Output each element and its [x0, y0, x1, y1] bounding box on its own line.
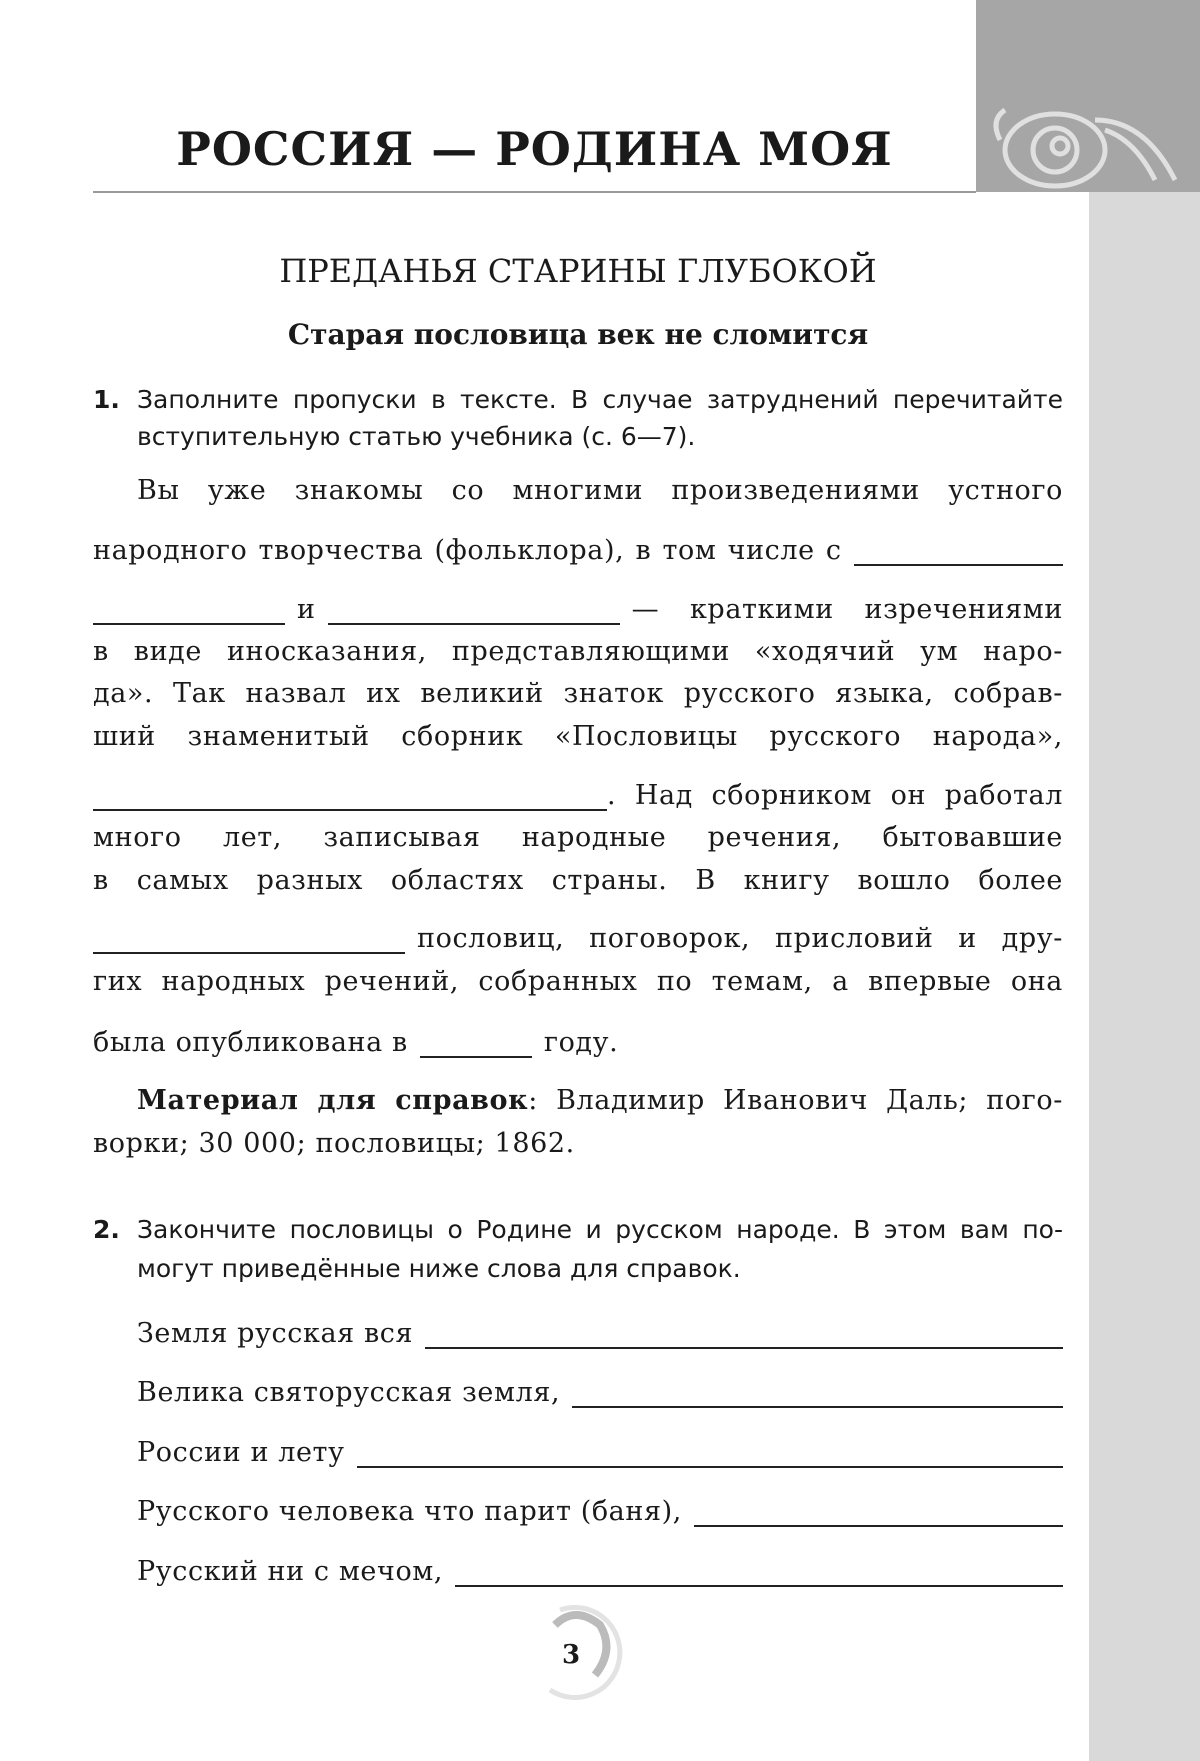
text-line: ший знаменитый сборник «Пословицы русского народа», [93, 721, 1063, 752]
text-line [93, 594, 1063, 625]
reference-text: : Владимир Иванович Даль; пого- [528, 1085, 1063, 1116]
proverb-line [137, 1437, 1063, 1468]
blank-field[interactable] [420, 1032, 532, 1058]
answer-field[interactable] [425, 1323, 1063, 1349]
reference-line [137, 1085, 1063, 1116]
task2-instruction-line: Закончите пословицы о Родине и русском народе. В этом вам по- [137, 1215, 1063, 1244]
answer-field[interactable] [694, 1501, 1063, 1527]
section-subtitle: Старая пословица век не сломится [287, 318, 869, 351]
ornament-icon [985, 100, 1185, 190]
task2-instruction-line: могут приведённые ниже слова для справок. [137, 1254, 741, 1283]
blank-field[interactable] [93, 599, 285, 625]
proverb-line [137, 1496, 1063, 1527]
answer-field[interactable] [572, 1382, 1063, 1408]
text: . Над сборником он работал [607, 780, 1063, 811]
answer-field[interactable] [357, 1442, 1063, 1468]
answer-field[interactable] [455, 1561, 1063, 1587]
task1-instruction-line: вступительную статью учебника (с. 6—7). [137, 422, 696, 451]
page-title: РОССИЯ — РОДИНА МОЯ [176, 122, 893, 176]
blank-field[interactable] [328, 599, 620, 625]
text-line [93, 923, 1063, 954]
text: году. [543, 1027, 619, 1058]
page-number: 3 [562, 1640, 581, 1670]
text: пословиц, поговорок, присловий и дру- [417, 923, 1063, 954]
proverb-start: России и лету [137, 1437, 345, 1468]
proverb-start: Великa святорусская земля, [137, 1377, 561, 1408]
text-line: да». Так назвал их великий знаток русского языка, собрав- [93, 678, 1063, 709]
blank-field[interactable] [854, 540, 1063, 566]
task-number: 2. [93, 1215, 120, 1244]
text-line: в самых разных областях страны. В книгу вошло более [93, 865, 1063, 896]
text-line: много лет, записывая народные речения, бытовавшие [93, 822, 1063, 853]
proverb-start: Земля русская вся [137, 1318, 414, 1349]
reference-line: ворки; 30 000; пословицы; 1862. [93, 1128, 575, 1159]
proverb-line [137, 1377, 1063, 1408]
blank-field[interactable] [93, 928, 405, 954]
task1-instruction-line: Заполните пропуски в тексте. В случае затруднений перечитайте [137, 385, 1063, 414]
proverb-line [137, 1318, 1063, 1349]
reference-label: Материал для справок [137, 1085, 529, 1116]
text: и [297, 594, 316, 625]
section-title: ПРЕДАНЬЯ СТАРИНЫ ГЛУБОКОЙ [279, 252, 877, 290]
text-line: Вы уже знакомы со многими произведениями устного [137, 475, 1063, 506]
text-line [93, 535, 1063, 566]
text-line [93, 780, 1063, 811]
text-line: в виде иносказания, представляющими «ходячий ум наро- [93, 636, 1063, 667]
text: была опубликована в [93, 1027, 408, 1058]
proverb-start: Русский ни с мечом, [137, 1556, 444, 1587]
text: — краткими изречениями [631, 594, 1063, 625]
header-divider [93, 191, 976, 193]
task-number: 1. [93, 385, 120, 414]
blank-field[interactable] [93, 785, 607, 811]
text: народного творчества (фольклора), в том числе с [93, 535, 842, 566]
text-line: гих народных речений, собранных по темам, а впервые она [93, 966, 1063, 997]
side-strip [1089, 192, 1200, 1761]
text-line [93, 1027, 1063, 1058]
proverb-start: Русского человека что парит (баня), [137, 1496, 682, 1527]
proverb-line [137, 1556, 1063, 1587]
